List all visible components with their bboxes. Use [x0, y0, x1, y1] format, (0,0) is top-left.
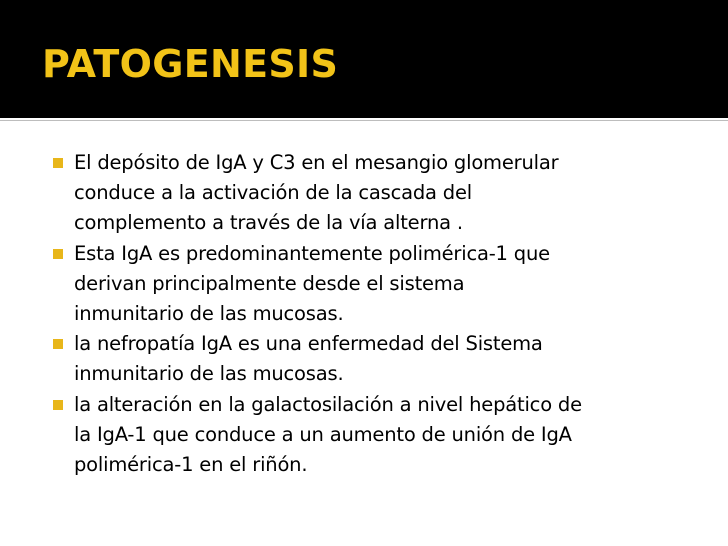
bullet-line: la nefropatía IgA es una enfermedad del Sistema [74, 332, 543, 356]
bullet-line: derivan principalmente desde el sistema [74, 271, 465, 295]
bullet-line: la IgA-1 que conduce a un aumento de unión de IgA [74, 422, 572, 446]
bullet-line: Esta IgA es predominantemente polimérica-1 que [74, 241, 550, 265]
bullet-line: inmunitario de las mucosas. [74, 302, 344, 326]
bullet-text [74, 329, 703, 389]
bullet-item [53, 329, 703, 389]
bullet-item [53, 239, 703, 330]
bullet-line: la alteración en la galactosilación a nivel hepático de [74, 392, 582, 416]
bullet-line: polimérica-1 en el riñón. [74, 453, 308, 477]
bullet-text [74, 239, 703, 330]
bullet-line: conduce a la activación de la cascada del [74, 181, 472, 205]
bullet-item [53, 148, 703, 239]
bullet-line: complemento a través de la vía alterna . [74, 211, 463, 235]
bullet-square-icon [53, 400, 63, 410]
bullet-line: inmunitario de las mucosas. [74, 362, 344, 386]
bullet-text [74, 390, 703, 481]
title-bar [0, 0, 728, 120]
bullet-item [53, 390, 703, 481]
bullet-square-icon [53, 249, 63, 259]
bullet-text [74, 148, 703, 239]
bullet-line: El depósito de IgA y C3 en el mesangio glomerular [74, 151, 559, 174]
bullet-square-icon [53, 158, 63, 168]
bullet-list [53, 148, 703, 480]
slide-title: PATOGENESIS [42, 42, 339, 86]
bullet-square-icon [53, 339, 63, 349]
